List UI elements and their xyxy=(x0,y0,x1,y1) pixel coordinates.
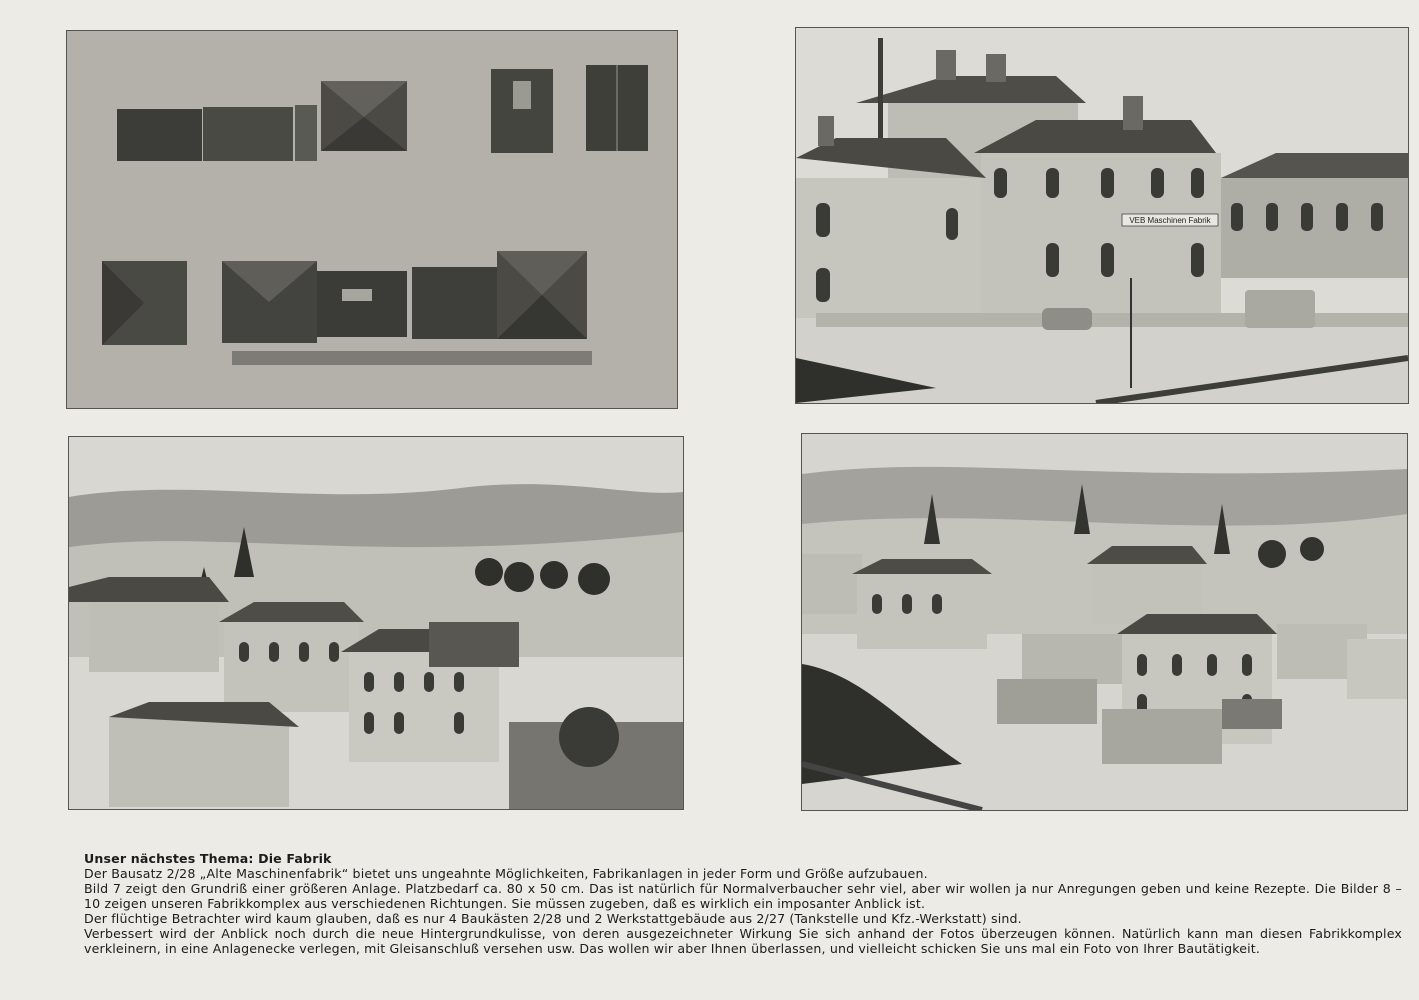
photo-factory-front xyxy=(795,27,1409,404)
factory-view-1-image xyxy=(69,437,683,809)
caption-line: Der Bausatz 2/28 „Alte Maschinenfabrik“ bietet uns ungeahnte Möglichkeiten, Fabrikanlagen in jeder Form und Größe aufzubauen. xyxy=(84,866,928,881)
photo-factory-view-2 xyxy=(801,433,1408,811)
caption-line: Der flüchtige Betrachter wird kaum glauben, daß es nur 4 Baukästen 2/28 und 2 Werkstattgebäude aus 2/27 (Tankstelle und Kfz.-Werkstatt) sind. xyxy=(84,911,1022,926)
caption-line: Bild 7 zeigt den Grundriß einer größeren Anlage. Platzbedarf ca. 80 x 50 cm. Das ist natürlich für Normalverbaucher sehr viel, aber wir wollen ja nur Anregungen geben und keine Rezepte. Die Bilder 8 – 10 zeigen unseren Fabrikkomplex aus verschiedenen Richtungen. Sie müssen zugeben, daß es wirklich ein imposanter Anblick ist. xyxy=(84,881,1402,911)
factory-sign: VEB Maschinen Fabrik xyxy=(1129,216,1211,225)
factory-view-2-image xyxy=(802,434,1407,810)
plan-view-image xyxy=(67,31,677,408)
factory-front-image xyxy=(796,28,1408,403)
caption-heading: Unser nächstes Thema: Die Fabrik xyxy=(84,851,332,866)
photo-plan-view xyxy=(66,30,678,409)
caption-line: Verbessert wird der Anblick noch durch die neue Hintergrundkulisse, von deren ausgezeichneter Wirkung Sie sich anhand der Fotos überzeugen können. Natürlich kann man diesen Fabrikkomplex verkleinern, in eine Anlagenecke verlegen, mit Gleisanschluß versehen usw. Das wollen wir aber Ihnen überlassen, und vielleicht schicken Sie uns mal ein Foto von Ihrer Bautätigkeit. xyxy=(84,926,1402,956)
photo-factory-view-1 xyxy=(68,436,684,810)
caption-block xyxy=(84,851,1402,956)
